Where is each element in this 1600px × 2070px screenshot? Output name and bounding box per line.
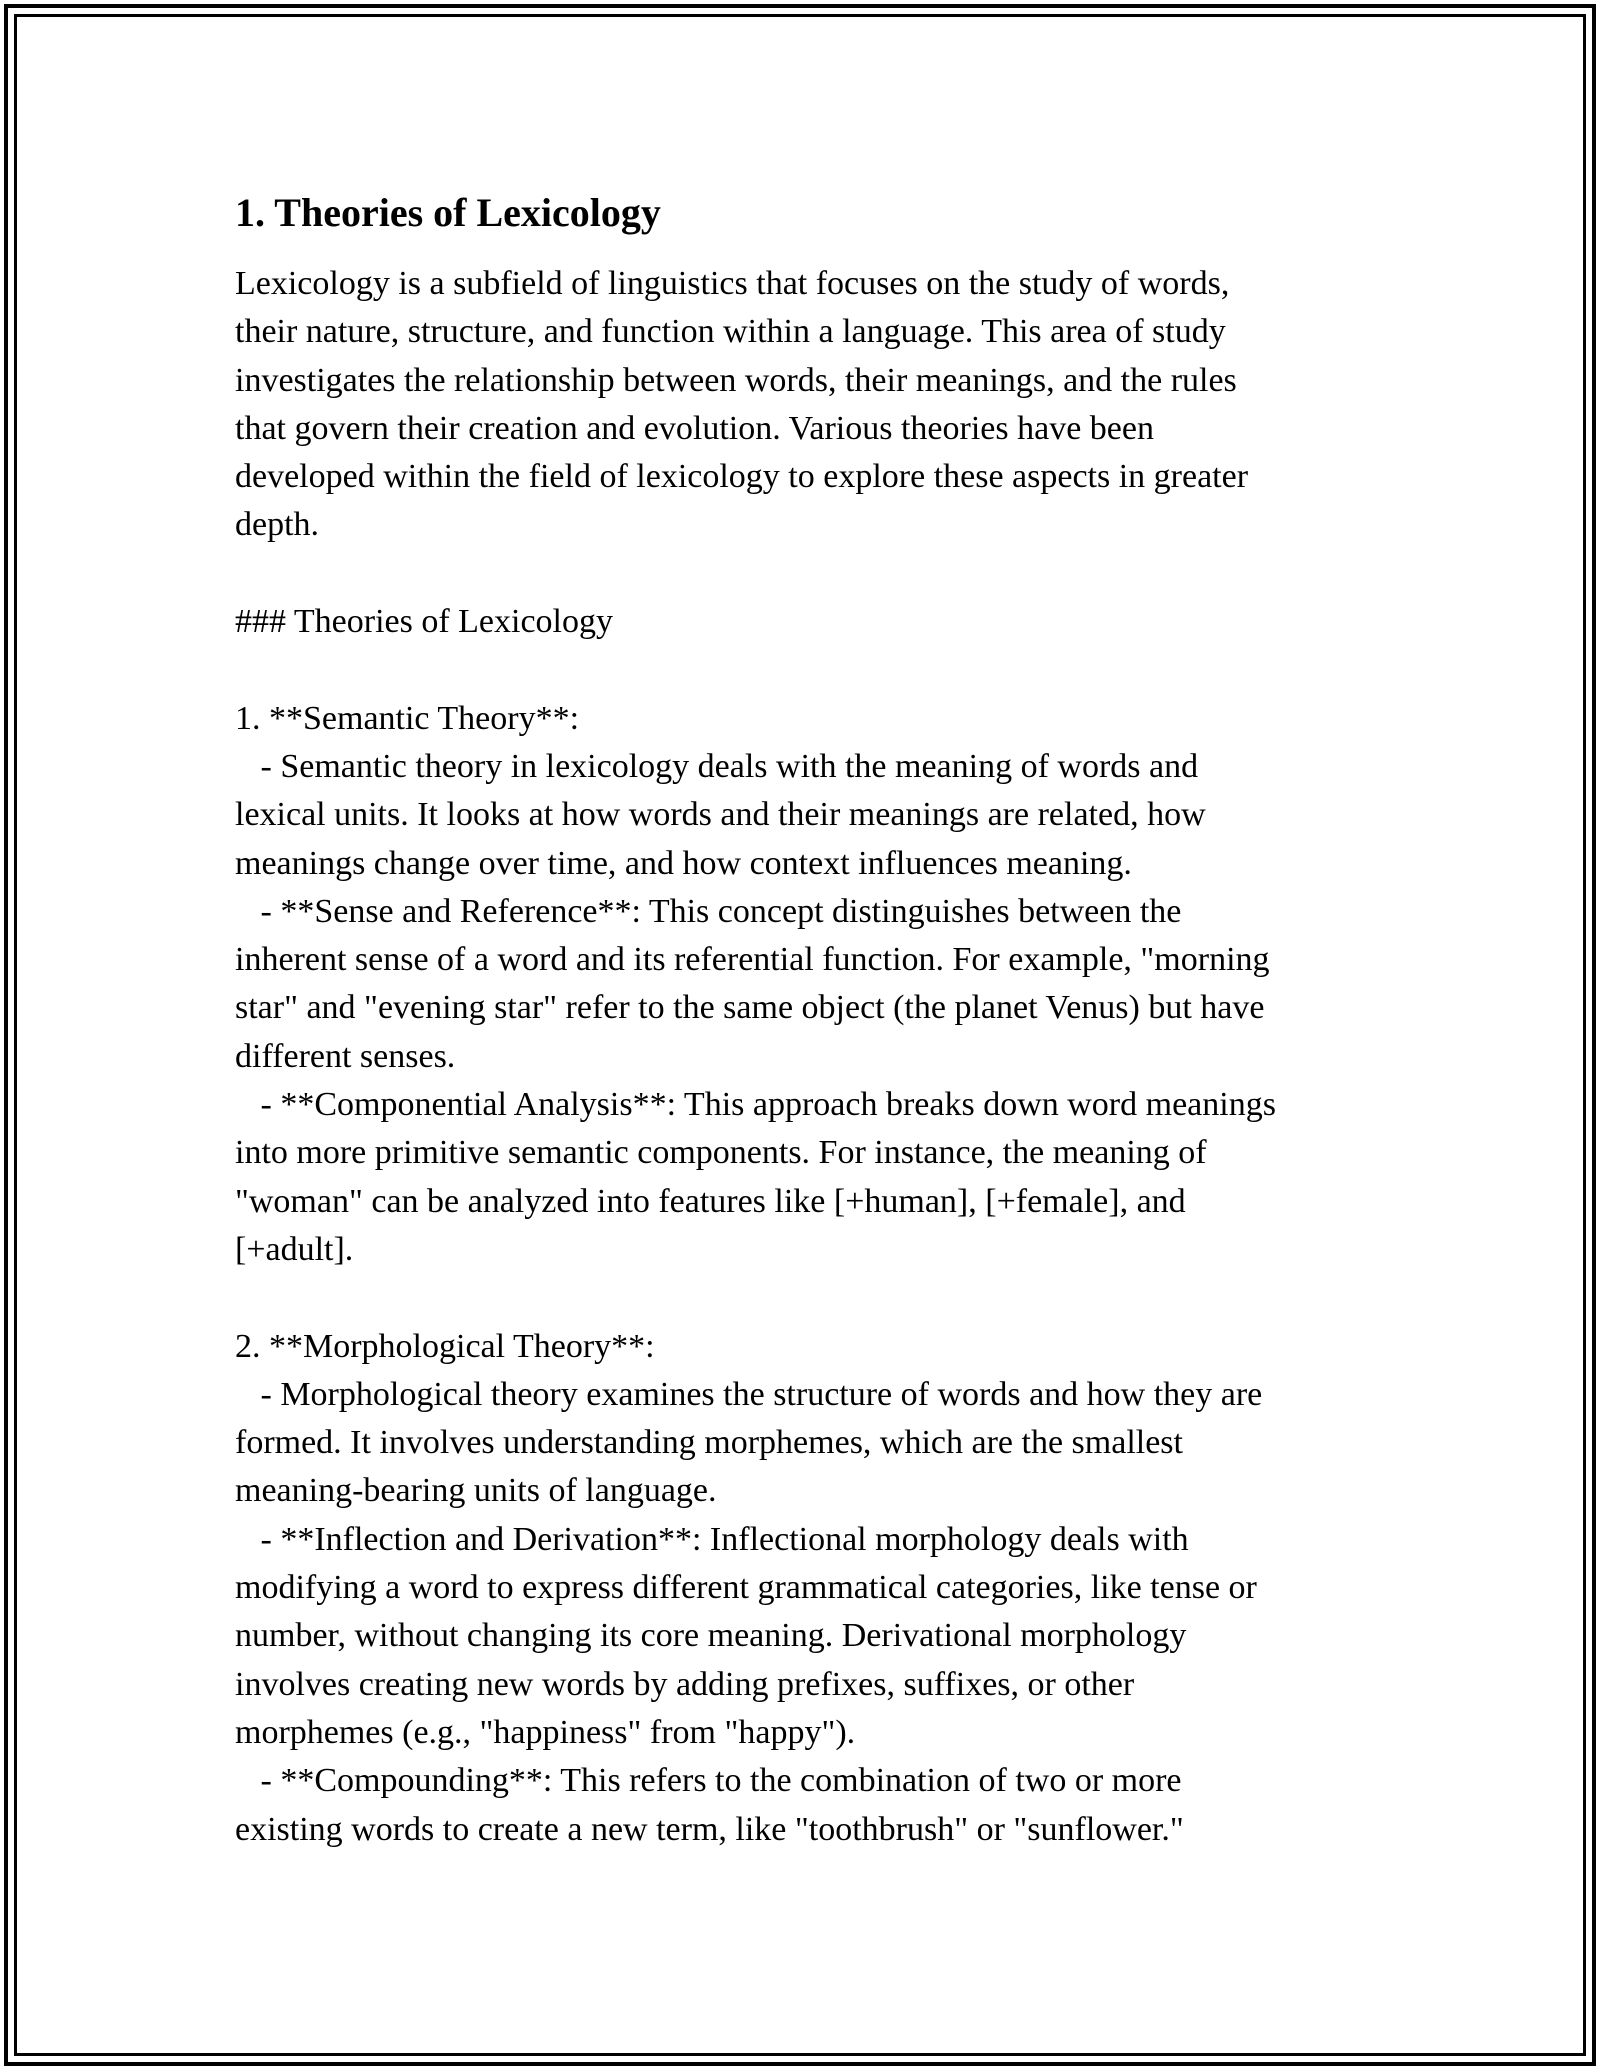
document-content: [235, 188, 1375, 1854]
document-title: 1. Theories of Lexicology: [235, 190, 661, 235]
document-body: Lexicology is a subfield of linguistics that focuses on the study of words, their nature, structure, and function within a language. This area of study investigates the relationship between words, their meanings, and the rules that govern their creation and evolution. Various theories have been developed within the field of lexicology to explore these aspects in greater depth. ### Theories of Lexicology 1. **Semantic Theory**: - Semantic theory in lexicology deals with the meaning of words and lexical units. It looks at how words and their meanings are related, how meanings change over time, and how context influences meaning. - **Sense and Reference**: This concept distinguishes between the inherent sense of a word and its referential function. For example, "morning star" and "evening star" refer to the same object (the planet Venus) but have different senses. - **Componential Analysis**: This approach breaks down word meanings into more primitive semantic components. For instance, the meaning of "woman" can be analyzed into features like [+human], [+female], and [+adult]. 2. **Morphological Theory**: - Morphological theory examines the structure of words and how they are formed. It involves understanding morphemes, which are the smallest meaning-bearing units of language. - **Inflection and Derivation**: Inflectional morphology deals with modifying a word to express different grammatical categories, like tense or number, without changing its core meaning. Derivational morphology involves creating new words by adding prefixes, suffixes, or other morphemes (e.g., "happiness" from "happy"). - **Compounding**: This refers to the combination of two or more existing words to create a new term, like "toothbrush" or "sunflower.": [235, 265, 1276, 1848]
